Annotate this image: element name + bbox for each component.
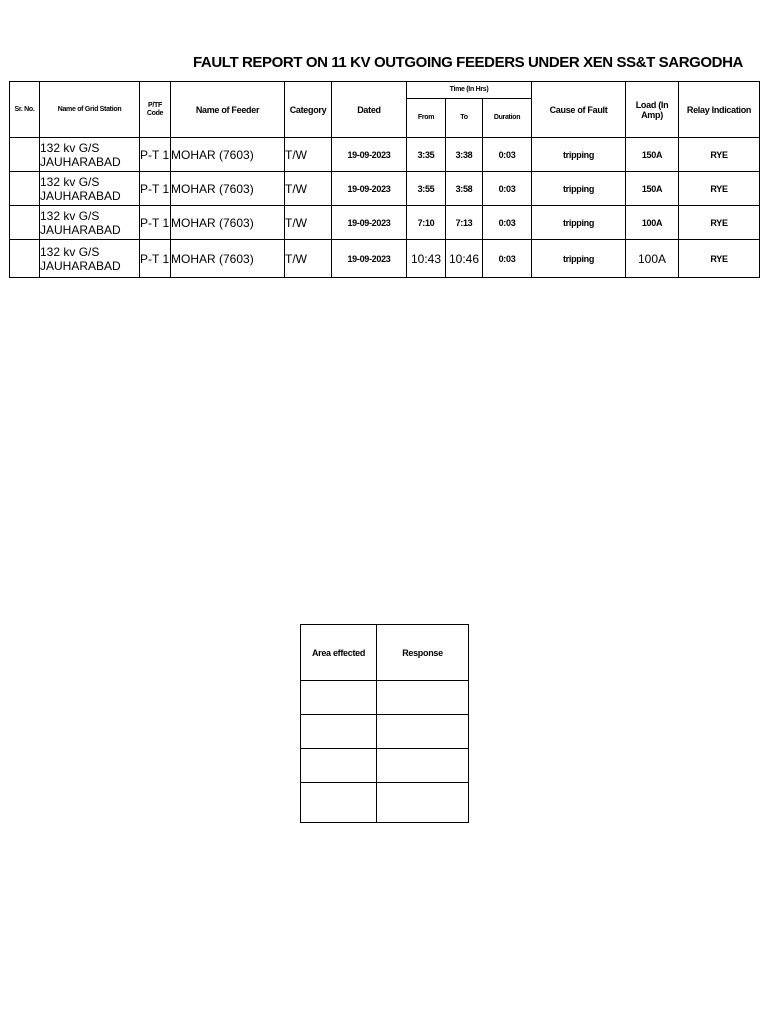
cell-area	[301, 783, 377, 823]
cell-relay: RYE	[679, 138, 760, 172]
cell-response	[377, 715, 469, 749]
cell-response	[377, 749, 469, 783]
cell-grid-station: 132 kv G/S JAUHARABAD	[40, 206, 140, 240]
header-sr-no: Sr. No.	[10, 82, 40, 138]
cell-category: T/W	[285, 206, 332, 240]
cell-dated: 19-09-2023	[332, 206, 407, 240]
table-row	[10, 138, 760, 172]
cell-sr-no	[10, 206, 40, 240]
table-row	[10, 240, 760, 278]
cell-load: 150A	[626, 172, 679, 206]
table-row	[10, 206, 760, 240]
cell-sr-no	[10, 138, 40, 172]
cell-grid-station: 132 kv G/S JAUHARABAD	[40, 138, 140, 172]
cell-grid-station: 132 kv G/S JAUHARABAD	[40, 172, 140, 206]
header-response: Response	[377, 625, 469, 681]
header-grid-station: Name of Grid Station	[40, 82, 140, 138]
cell-to: 10:46	[446, 240, 483, 278]
cell-duration: 0:03	[483, 240, 532, 278]
header-dated: Dated	[332, 82, 407, 138]
cell-ptf-code: P-T 1	[140, 172, 171, 206]
cell-from: 7:10	[407, 206, 446, 240]
cell-relay: RYE	[679, 172, 760, 206]
cell-load: 100A	[626, 206, 679, 240]
cell-category: T/W	[285, 172, 332, 206]
cell-dated: 19-09-2023	[332, 240, 407, 278]
header-relay: Relay Indication	[679, 82, 760, 138]
cell-cause: tripping	[532, 240, 626, 278]
cell-dated: 19-09-2023	[332, 138, 407, 172]
cell-relay: RYE	[679, 206, 760, 240]
cell-to: 3:38	[446, 138, 483, 172]
cell-relay: RYE	[679, 240, 760, 278]
header-from: From	[407, 99, 446, 138]
area-response-table	[300, 624, 469, 823]
cell-area	[301, 715, 377, 749]
cell-response	[377, 783, 469, 823]
table-row	[301, 681, 469, 715]
cell-load: 150A	[626, 138, 679, 172]
header-time-group: Time (In Hrs)	[407, 82, 532, 99]
cell-category: T/W	[285, 138, 332, 172]
cell-feeder: MOHAR (7603)	[171, 240, 285, 278]
cell-cause: tripping	[532, 138, 626, 172]
cell-duration: 0:03	[483, 172, 532, 206]
cell-ptf-code: P-T 1	[140, 206, 171, 240]
table-row	[301, 783, 469, 823]
header-cause: Cause of Fault	[532, 82, 626, 138]
cell-load: 100A	[626, 240, 679, 278]
cell-feeder: MOHAR (7603)	[171, 172, 285, 206]
cell-dated: 19-09-2023	[332, 172, 407, 206]
cell-area	[301, 749, 377, 783]
cell-category: T/W	[285, 240, 332, 278]
cell-feeder: MOHAR (7603)	[171, 138, 285, 172]
header-category: Category	[285, 82, 332, 138]
cell-from: 3:35	[407, 138, 446, 172]
cell-cause: tripping	[532, 172, 626, 206]
cell-duration: 0:03	[483, 138, 532, 172]
cell-to: 3:58	[446, 172, 483, 206]
fault-report-table	[9, 81, 760, 278]
header-area-effected: Area effected	[301, 625, 377, 681]
header-duration: Duration	[483, 99, 532, 138]
cell-ptf-code: P-T 1	[140, 240, 171, 278]
cell-from: 10:43	[407, 240, 446, 278]
header-to: To	[446, 99, 483, 138]
cell-to: 7:13	[446, 206, 483, 240]
cell-duration: 0:03	[483, 206, 532, 240]
table-row	[301, 749, 469, 783]
header-load: Load (In Amp)	[626, 82, 679, 138]
cell-from: 3:55	[407, 172, 446, 206]
cell-feeder: MOHAR (7603)	[171, 206, 285, 240]
cell-sr-no	[10, 240, 40, 278]
header-ptf-code: P/TF Code	[140, 82, 171, 138]
report-title: FAULT REPORT ON 11 KV OUTGOING FEEDERS UNDER XEN SS&T SARGODHA	[193, 54, 743, 71]
table-row	[301, 715, 469, 749]
cell-sr-no	[10, 172, 40, 206]
cell-ptf-code: P-T 1	[140, 138, 171, 172]
cell-area	[301, 681, 377, 715]
table-row	[10, 172, 760, 206]
header-feeder: Name of Feeder	[171, 82, 285, 138]
cell-response	[377, 681, 469, 715]
cell-cause: tripping	[532, 206, 626, 240]
cell-grid-station: 132 kv G/S JAUHARABAD	[40, 240, 140, 278]
